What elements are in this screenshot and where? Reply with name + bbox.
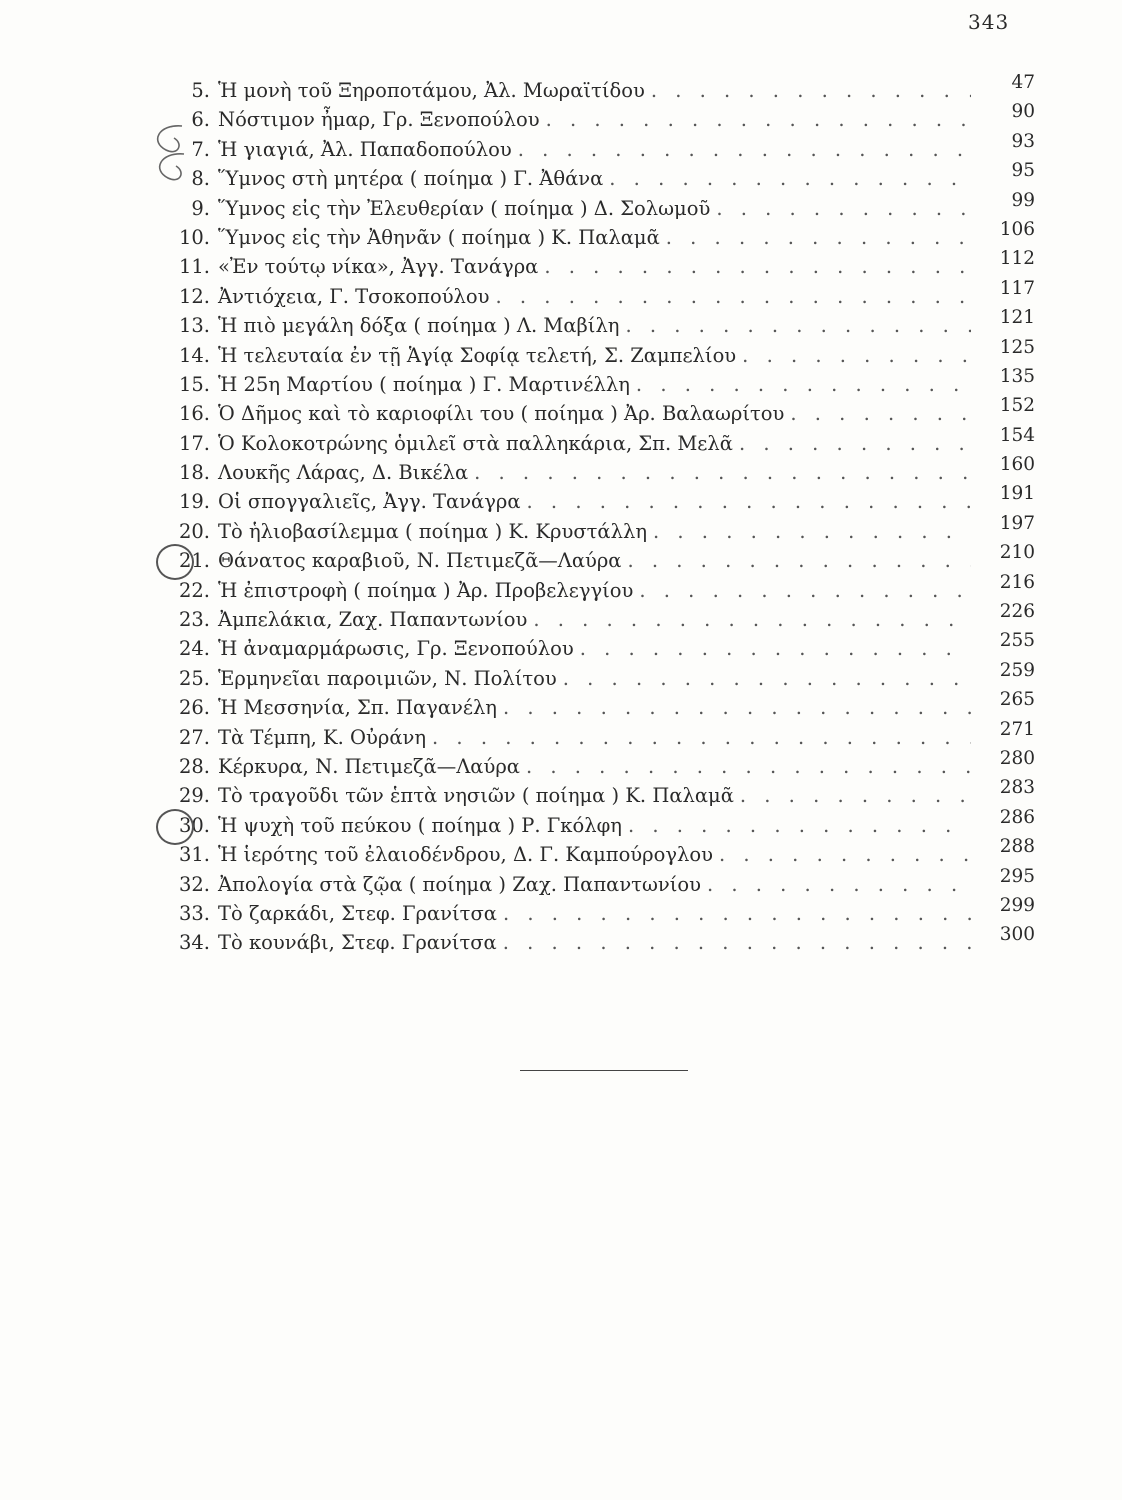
toc-entry: 19. Οἱ σπογγαλιεῖς, Ἀγγ. Τανάγρα . . . 191 bbox=[160, 489, 1035, 518]
toc-entry: 10. Ὕμνος εἰς τὴν Ἀθηνᾶν ( ποίημα ) Κ. Παλαμᾶ . . . 106 bbox=[160, 225, 1035, 254]
toc-entry: 11. «Ἐν τούτῳ νίκα», Ἀγγ. Τανάγρα . . . 112 bbox=[160, 254, 1035, 283]
toc-entry: 30. Ἡ ψυχὴ τοῦ πεύκου ( ποίημα ) Ρ. Γκόλφη . . . 286 bbox=[160, 813, 1035, 842]
toc-entry: 26. Ἡ Μεσσηνία, Σπ. Παγανέλη . . . 265 bbox=[160, 695, 1035, 724]
toc-entry: 24. Ἡ ἀναμαρμάρωσις, Γρ. Ξενοπούλου . . . 255 bbox=[160, 636, 1035, 665]
toc-entry: 14. Ἡ τελευταία ἐν τῇ Ἁγίᾳ Σοφίᾳ τελετή, Σ. Ζαμπελίου . . . 125 bbox=[160, 343, 1035, 372]
toc-entry: 6. Νόστιμον ἦμαρ, Γρ. Ξενοπούλου . . . 90 bbox=[160, 107, 1035, 136]
toc-entry: 16. Ὁ Δῆμος καὶ τὸ καριοφίλι του ( ποίημα ) Ἀρ. Βαλαωρίτου . . . 152 bbox=[160, 401, 1035, 430]
toc-entry: 7. Ἡ γιαγιά, Ἀλ. Παπαδοπούλου . . . 93 bbox=[160, 137, 1035, 166]
toc-entry: 29. Τὸ τραγοῦδι τῶν ἑπτὰ νησιῶν ( ποίημα ) Κ. Παλαμᾶ . . . 283 bbox=[160, 783, 1035, 812]
toc-entry: 5. Ἡ μονὴ τοῦ Ξηροποτάμου, Ἀλ. Μωραϊτίδου . . . 47 bbox=[160, 78, 1035, 107]
toc-entry: 25. Ἑρμηνεῖαι παροιμιῶν, Ν. Πολίτου . . . 259 bbox=[160, 666, 1035, 695]
toc-entry: 32. Ἀπολογία στὰ ζῷα ( ποίημα ) Ζαχ. Παπαντωνίου . . . 295 bbox=[160, 872, 1035, 901]
toc-entry: 12. Ἀντιόχεια, Γ. Τσοκοπούλου . . . 117 bbox=[160, 284, 1035, 313]
toc-entry: 15. Ἡ 25η Μαρτίου ( ποίημα ) Γ. Μαρτινέλλη . . . 135 bbox=[160, 372, 1035, 401]
table-of-contents bbox=[160, 72, 1035, 960]
toc-entry: 8. Ὕμνος στὴ μητέρα ( ποίημα ) Γ. Ἀθάνα . . . 95 bbox=[160, 166, 1035, 195]
toc-entry: 20. Τὸ ἡλιοβασίλεμμα ( ποίημα ) Κ. Κρυστάλλη . . . 197 bbox=[160, 519, 1035, 548]
toc-entry: 17. Ὁ Κολοκοτρώνης ὁμιλεῖ στὰ παλληκάρια, Σπ. Μελᾶ . . . 154 bbox=[160, 431, 1035, 460]
section-divider bbox=[520, 1070, 688, 1071]
toc-entry: 31. Ἡ ἱερότης τοῦ ἐλαιοδένδρου, Δ. Γ. Καμπούρογλου . . . 288 bbox=[160, 842, 1035, 871]
toc-entry: 33. Τὸ ζαρκάδι, Στεφ. Γρανίτσα . . . 299 bbox=[160, 901, 1035, 930]
toc-entry: 13. Ἡ πιὸ μεγάλη δόξα ( ποίημα ) Λ. Μαβίλη . . . 121 bbox=[160, 313, 1035, 342]
toc-entry: 27. Τὰ Τέμπη, Κ. Οὐράνη . . . 271 bbox=[160, 725, 1035, 754]
toc-entry: 28. Κέρκυρα, Ν. Πετιμεζᾶ—Λαύρα . . . 280 bbox=[160, 754, 1035, 783]
toc-entry: 18. Λουκῆς Λάρας, Δ. Βικέλα . . . 160 bbox=[160, 460, 1035, 489]
toc-entry: 34. Τὸ κουνάβι, Στεφ. Γρανίτσα . . . 300 bbox=[160, 930, 1035, 959]
page-number: 343 bbox=[968, 10, 1010, 34]
toc-entry: 23. Ἀμπελάκια, Ζαχ. Παπαντωνίου . . . 226 bbox=[160, 607, 1035, 636]
toc-entry: 21. Θάνατος καραβιοῦ, Ν. Πετιμεζᾶ—Λαύρα . . . 210 bbox=[160, 548, 1035, 577]
toc-entry: 22. Ἡ ἐπιστροφὴ ( ποίημα ) Ἀρ. Προβελεγγίου . . . 216 bbox=[160, 578, 1035, 607]
toc-entry: 9. Ὕμνος εἰς τὴν Ἐλευθερίαν ( ποίημα ) Δ. Σολωμοῦ . . . 99 bbox=[160, 196, 1035, 225]
